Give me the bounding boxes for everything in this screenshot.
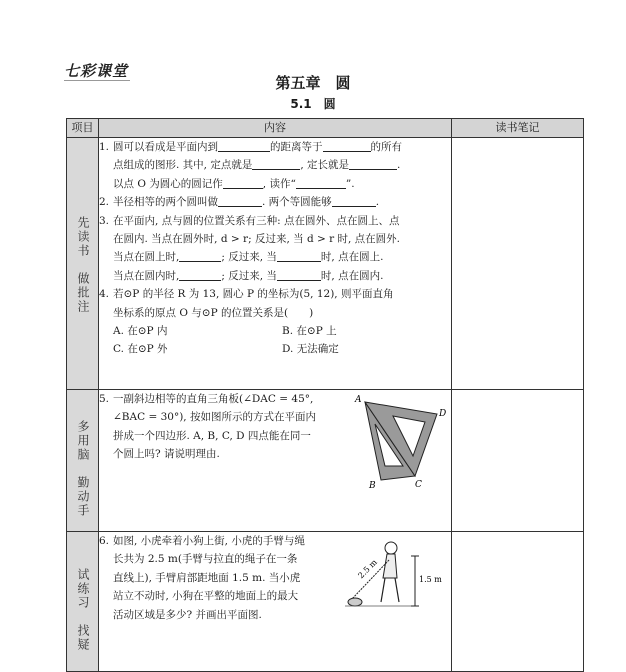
label-b: B [369,481,376,490]
answer-blank[interactable] [349,157,397,170]
category-label: 试练习 找疑 [76,568,90,652]
question-number: 2. [99,196,110,209]
publisher-logo: 七彩课堂 [64,62,129,80]
answer-blank[interactable] [332,194,376,207]
option-a[interactable]: A. 在⊙P 内 [113,325,168,338]
answer-blank[interactable] [277,249,321,262]
category-label: 先读书 做批注 [76,216,90,314]
question-number: 4. [99,288,110,301]
option-d[interactable]: D. 无法确定 [282,343,339,356]
question-6: 6. 如图, 小虎牵着小狗上街, 小虎的手臂与绳 长共为 2.5 m(手臂与拉直的绳子在一条 直线上), 手臂肩部距地面 1.5 m. 当小虎 站立不动时, 小狗在平整的地面上的最大 活动区域是多少? 并画出平面图. [99,532,349,624]
option-b[interactable]: B. 在⊙P 上 [282,325,337,338]
answer-blank[interactable] [179,249,221,262]
table-row [67,138,584,390]
height-label: 1.5 m [419,575,442,584]
header-content: 内容 [99,119,452,138]
label-c: C [415,480,422,490]
table-row [67,390,584,532]
category-cell [67,138,99,390]
content-cell [99,532,452,672]
answer-blank[interactable] [323,139,371,152]
question-3: 3. 在平面内, 点与圆的位置关系有三种: 点在圆外、点在圆上、点 在圆内. 当点在圆外时, d > r; 反过来, 当 d > r 时, 点在圆外. 当点在圆上时, ; 反过来, 当 时, 点在圆上. 当点在圆内时, ; 反过来, 当 时, 点在圆内. [99,212,451,286]
answer-blank[interactable] [252,157,300,170]
category-cell [67,390,99,532]
option-c[interactable]: C. 在⊙P 外 [113,343,168,356]
label-d: D [439,409,447,419]
triangles-figure [351,394,451,490]
answer-blank[interactable] [296,176,346,189]
question-1: 1. 圆可以看成是平面内到 的距离等于 的所有 点组成的图形. 其中, 定点就是 , 定长就是 . 以点 O 为圆心的圆记作 , 读作“ ”. [99,138,451,193]
answer-blank[interactable] [218,194,262,207]
header-notes: 读书笔记 [452,119,584,138]
boy-dog-figure [345,538,449,612]
question-number: 1. [99,141,110,153]
boy-body [383,554,397,578]
notes-cell[interactable] [452,138,584,390]
content-cell [99,390,452,532]
notes-cell[interactable] [452,532,584,672]
question-4: 4. 若⊙P 的半径 R 为 13, 圆心 P 的坐标为(5, 12), 则平面直角 坐标系的原点 O 与⊙P 的位置关系是( ) [99,285,451,322]
table-row [67,532,584,672]
content-cell [99,138,452,390]
worksheet-table [66,118,584,672]
question-5: 5. 一副斜边相等的直角三角板(∠DAC = 45°, ∠BAC = 30°), 按如图所示的方式在平面内 拼成一个四边形. A, B, C, D 四点能在同一 个圆上吗? 请说明理由. [99,390,353,464]
label-a: A [355,395,362,405]
boy-legs [381,578,399,602]
answer-blank[interactable] [218,139,270,152]
category-label: 多用脑 勤动手 [76,420,90,518]
header-category: 项目 [67,119,99,138]
answer-blank[interactable] [277,268,321,281]
chapter-title: 第五章 圆 [275,74,351,92]
question-number: 3. [99,214,110,227]
section-title: 5.1 圆 [290,97,336,111]
rope-length-label: 2.5 m [356,557,379,581]
answer-blank[interactable] [223,176,263,189]
answer-blank[interactable] [179,268,221,281]
question-number: 6. [99,535,110,547]
boy-head [385,542,397,554]
question-2: 2. 半径相等的两个圆叫做 . 两个等圆能够 . [99,193,451,211]
notes-cell[interactable] [452,390,584,532]
question-4-options [99,322,451,359]
question-number: 5. [99,393,110,405]
table-header-row [67,119,584,138]
category-cell [67,532,99,672]
dog [348,598,362,606]
